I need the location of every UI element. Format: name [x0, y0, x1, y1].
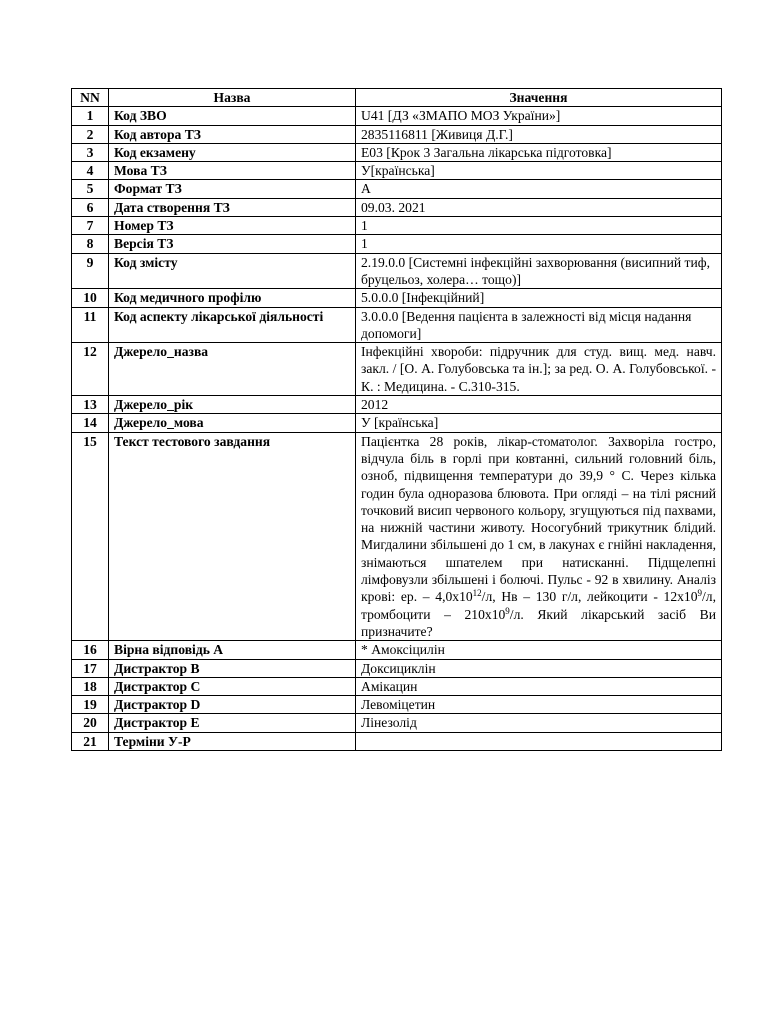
row-value: Лінезолід — [356, 714, 722, 732]
row-name: Код ЗВО — [109, 107, 356, 125]
row-value: У [країнська] — [356, 414, 722, 432]
table-row — [72, 162, 722, 180]
row-value: Левоміцетин — [356, 696, 722, 714]
row-value: 2.19.0.0 [Системні інфекційні захворювання (висипний тиф, бруцельоз, холера… тощо)] — [356, 253, 722, 289]
task-text-fragment: /л, тромбоцити – 210х10 — [361, 589, 716, 622]
table-row — [72, 343, 722, 396]
row-name: Код екзамену — [109, 143, 356, 161]
row-name: Терміни У-Р — [109, 732, 356, 750]
row-value: E03 [Крок 3 Загальна лікарська підготовка] — [356, 143, 722, 161]
row-name: Джерело_рік — [109, 396, 356, 414]
table-row — [72, 235, 722, 253]
row-number: 18 — [72, 677, 109, 695]
table-row — [72, 198, 722, 216]
row-value: 3.0.0.0 [Ведення пацієнта в залежності від місця надання допомоги] — [356, 307, 722, 343]
row-name: Версія ТЗ — [109, 235, 356, 253]
row-number: 5 — [72, 180, 109, 198]
row-number: 21 — [72, 732, 109, 750]
row-name: Код медичного профілю — [109, 289, 356, 307]
table-row — [72, 143, 722, 161]
row-name: Дата створення ТЗ — [109, 198, 356, 216]
row-number: 9 — [72, 253, 109, 289]
row-number: 2 — [72, 125, 109, 143]
table-row — [72, 414, 722, 432]
row-value: A — [356, 180, 722, 198]
exponent: 9 — [697, 588, 703, 599]
table-row — [72, 732, 722, 750]
row-value: 1 — [356, 217, 722, 235]
row-name: Мова ТЗ — [109, 162, 356, 180]
table-row — [72, 217, 722, 235]
row-name: Формат ТЗ — [109, 180, 356, 198]
table-row — [72, 107, 722, 125]
row-value: У[країнська] — [356, 162, 722, 180]
task-text-fragment: /л. Який лікарський засіб Ви призначите? — [361, 606, 716, 639]
table-row — [72, 180, 722, 198]
row-value: 2835116811 [Живиця Д.Г.] — [356, 125, 722, 143]
row-number: 8 — [72, 235, 109, 253]
row-name: Джерело_мова — [109, 414, 356, 432]
table-row — [72, 714, 722, 732]
row-value: 2012 — [356, 396, 722, 414]
row-name: Текст тестового завдання — [109, 432, 356, 641]
row-number: 13 — [72, 396, 109, 414]
table-row — [72, 307, 722, 343]
task-text — [356, 432, 722, 641]
table-row — [72, 659, 722, 677]
row-value: Доксициклін — [356, 659, 722, 677]
header-name: Назва — [109, 89, 356, 107]
row-number: 3 — [72, 143, 109, 161]
row-value: 09.03. 2021 — [356, 198, 722, 216]
row-value — [356, 732, 722, 750]
test-task-table — [71, 88, 722, 751]
row-number: 19 — [72, 696, 109, 714]
row-name: Вірна відповідь А — [109, 641, 356, 659]
table-row — [72, 696, 722, 714]
row-number: 6 — [72, 198, 109, 216]
row-value: U41 [ДЗ «ЗМАПО МОЗ України»] — [356, 107, 722, 125]
row-name: Код аспекту лікарської діяльності — [109, 307, 356, 343]
row-name: Дистрактор D — [109, 696, 356, 714]
row-number: 10 — [72, 289, 109, 307]
row-number: 17 — [72, 659, 109, 677]
row-name: Дистрактор С — [109, 677, 356, 695]
table-row — [72, 125, 722, 143]
row-number: 20 — [72, 714, 109, 732]
row-name: Дистрактор Е — [109, 714, 356, 732]
row-value: 1 — [356, 235, 722, 253]
row-number: 14 — [72, 414, 109, 432]
row-name: Дистрактор В — [109, 659, 356, 677]
row-number: 12 — [72, 343, 109, 396]
table-row — [72, 432, 722, 641]
table-row — [72, 677, 722, 695]
exponent: 12 — [472, 588, 482, 599]
task-text-fragment: Пацієнтка 28 років, лікар-стоматолог. Захворіла гостро, відчула біль в горлі при ковтанні, сильний головний біль, озноб, підвищення температури до 39,9 ° С. Через кілька годин була одноразова блювота. При огляді – на тілі рясний точковий висип червоного кольору, згущуються під пахвами, на нижній частини животу. Носогубний трикутник блідий. Мигдалини збільшені до 1 см, в лакунах є гнійні накладення, знімаються шпателем при натисканні. Підщелепні лімфовузли збільшені і болючі. Пульс - 92 в хвилину. Аналіз крові: ер. – 4,0х10 — [361, 433, 716, 605]
row-name: Код змісту — [109, 253, 356, 289]
row-name: Код автора ТЗ — [109, 125, 356, 143]
table-header-row — [72, 89, 722, 107]
table-row — [72, 641, 722, 659]
row-name: Номер ТЗ — [109, 217, 356, 235]
table-row — [72, 396, 722, 414]
row-number: 11 — [72, 307, 109, 343]
header-value: Значення — [356, 89, 722, 107]
row-name: Джерело_назва — [109, 343, 356, 396]
row-number: 1 — [72, 107, 109, 125]
row-value: * Амоксіцилін — [356, 641, 722, 659]
row-value: Амікацин — [356, 677, 722, 695]
table-row — [72, 253, 722, 289]
row-number: 4 — [72, 162, 109, 180]
row-number: 16 — [72, 641, 109, 659]
header-nn: NN — [72, 89, 109, 107]
table-row — [72, 289, 722, 307]
row-value: Інфекційні хвороби: підручник для студ. вищ. мед. навч. закл. / [О. А. Голубовська та ін.]; за ред. О. А. Голубовської. - К. : Медицина. - С.310-315. — [356, 343, 722, 396]
row-number: 7 — [72, 217, 109, 235]
task-text-fragment: /л, Нв – 130 г/л, лейкоцити - 12х10 — [481, 589, 698, 605]
row-number: 15 — [72, 432, 109, 641]
row-value: 5.0.0.0 [Інфекційний] — [356, 289, 722, 307]
exponent: 9 — [505, 605, 510, 616]
